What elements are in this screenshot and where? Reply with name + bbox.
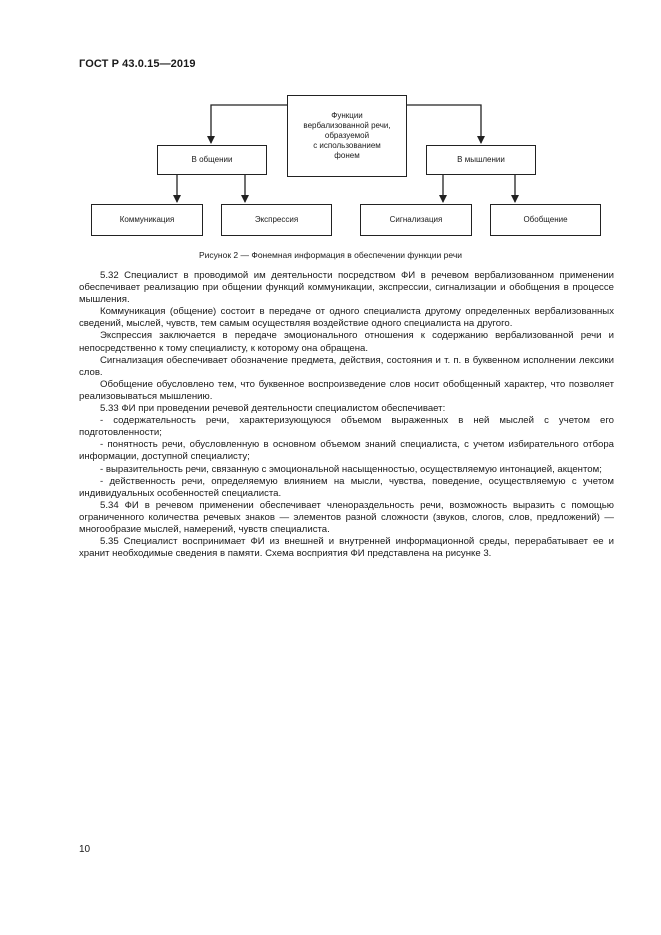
figure-caption: Рисунок 2 — Фонемная информация в обеспечении функции речи xyxy=(199,250,462,260)
list-item: - выразительность речи, связанную с эмоциональной насыщенностью, осуществляемую интонацией, акцентом; xyxy=(100,463,602,475)
document-header: ГОСТ Р 43.0.15—2019 xyxy=(79,58,196,70)
arrow-root-to-left xyxy=(211,105,287,143)
diagram-root-box xyxy=(287,95,407,177)
list-item: - содержательность речи, характеризующуюся объемом выраженных в ней мыслей с учетом его подготовленности; xyxy=(79,415,614,439)
root-line: с использованием xyxy=(313,141,381,150)
paragraph: Обобщение обусловлено тем, что буквенное воспроизведение слов носит обобщенный характер, что позволяет реализовываться мышлению. xyxy=(79,378,614,402)
paragraph: 5.32 Специалист в проводимой им деятельности посредством ФИ в речевом вербализованном применении обеспечивает реализацию при общении функций коммуникации, экспрессии, сигнализации и обобщения в процессе мышления. xyxy=(79,270,614,306)
root-line: образуемой xyxy=(324,131,370,140)
root-line: Функции xyxy=(331,111,363,120)
page-number: 10 xyxy=(79,844,91,855)
paragraph: Экспрессия заключается в передаче эмоционального отношения к содержанию вербализованной речи и непосредственно к тому специалисту, к которому она обращена. xyxy=(79,330,614,354)
leaf-expression: Экспрессия xyxy=(221,204,332,236)
leaf-signalization: Сигнализация xyxy=(360,204,472,236)
leaf-generalization: Обобщение xyxy=(490,204,601,236)
left-branch-box: В общении xyxy=(157,145,267,175)
right-branch-box: В мышлении xyxy=(426,145,536,175)
root-line: вербализованной речи, xyxy=(303,121,391,130)
body-text xyxy=(79,270,614,560)
paragraph: Коммуникация (общение) состоит в передаче от одного специалиста другому определенных вербализованных сведений, мыслей, чувств, тем самым осуществляя воздействие одного специалиста на другого. xyxy=(79,306,614,330)
paragraph: Сигнализация обеспечивает обозначение предмета, действия, состояния и т. п. в буквенном исполнении лексики слов. xyxy=(79,354,614,378)
paragraph: 5.35 Специалист воспринимает ФИ из внешней и внутренней информационной среды, перерабатывает ее и хранит необходимые сведения в памяти. Схема восприятия ФИ представлена на рисунке 3. xyxy=(79,536,614,560)
paragraph: 5.34 ФИ в речевом применении обеспечивает членораздельность речи, возможность выразить с помощью ограниченного количества речевых знаков — элементов разной сложности (звуков, слогов, слов, предложений) — многообразие мыслей, намерений, чувств специалиста. xyxy=(79,499,614,535)
root-line: фонем xyxy=(334,151,360,160)
list-item: - понятность речи, обусловленную в основном объемом знаний специалиста, с учетом избирательного отбора информации, доступной специалисту; xyxy=(79,439,614,463)
list-item: - действенность речи, определяемую влиянием на мысли, чувства, поведение, осуществляемую с учетом индивидуальных особенностей специалиста. xyxy=(79,475,614,499)
leaf-communication: Коммуникация xyxy=(91,204,203,236)
arrow-root-to-right xyxy=(407,105,481,143)
paragraph: 5.33 ФИ при проведении речевой деятельности специалистом обеспечивает: xyxy=(100,403,446,415)
